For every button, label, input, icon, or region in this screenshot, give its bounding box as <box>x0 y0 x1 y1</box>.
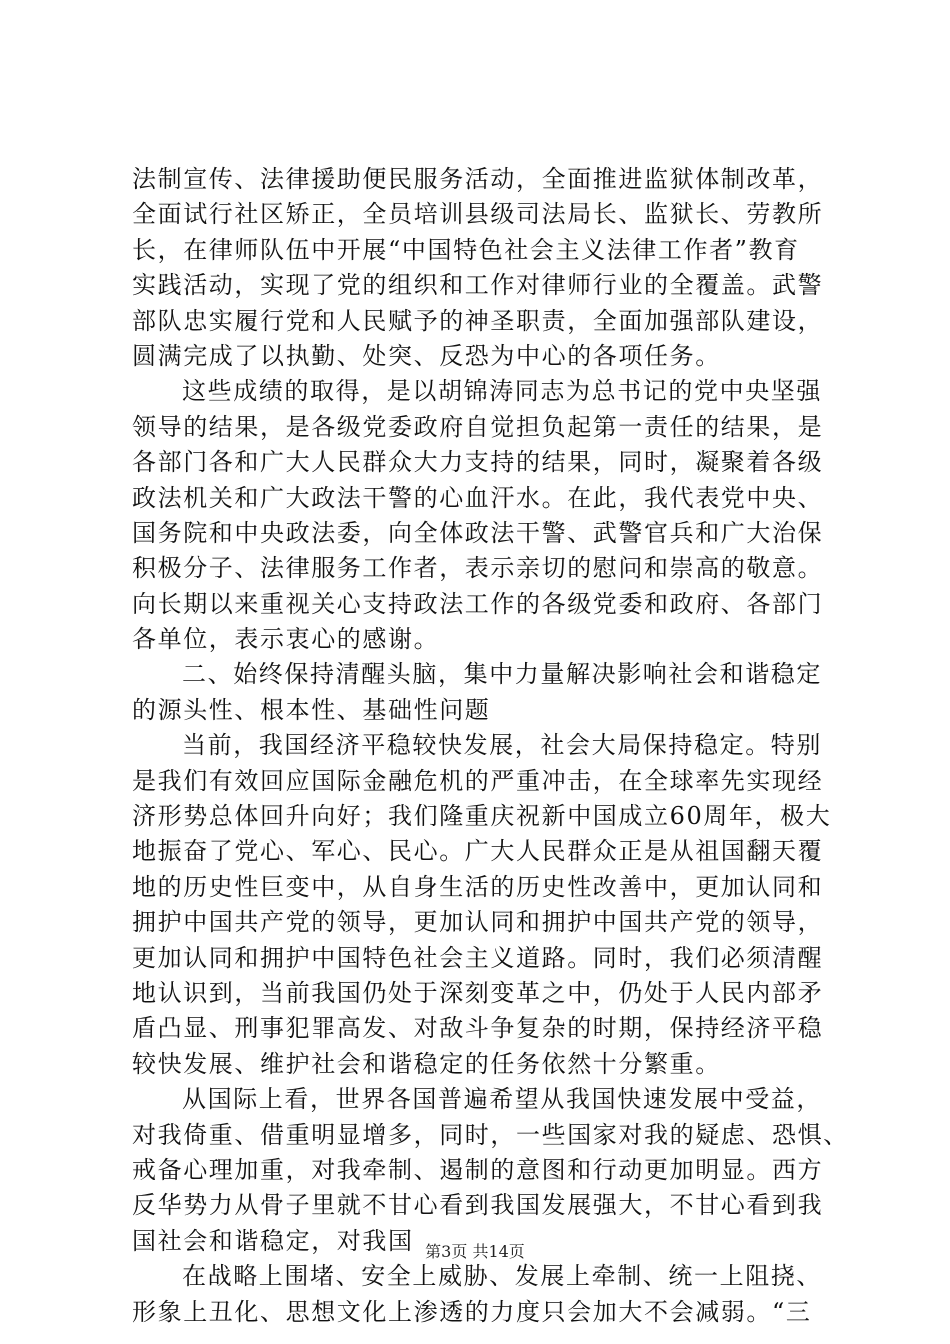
text-line: 形象上丑化、思想文化上渗透的力度只会加大不会减弱。“三 <box>132 1297 812 1326</box>
text-line: 济形势总体回升向好；我们隆重庆祝新中国成立60周年，极大 <box>132 802 832 831</box>
text-line: 盾凸显、刑事犯罪高发、对敌斗争复杂的时期，保持经济平稳 <box>132 1014 824 1043</box>
paragraph-first-line: 在战略上围堵、安全上威胁、发展上牵制、统一上阻挠、 <box>182 1262 822 1291</box>
section-heading-line: 二、始终保持清醒头脑，集中力量解决影响社会和谐稳定 <box>182 660 822 689</box>
text-line: 各部门各和广大人民群众大力支持的结果，同时，凝聚着各级 <box>132 448 824 477</box>
text-line: 国务院和中央政法委，向全体政法干警、武警官兵和广大治保 <box>132 518 824 547</box>
text-line: 长，在律师队伍中开展“中国特色社会主义法律工作者”教育 <box>132 235 800 264</box>
text-line: 各单位，表示衷心的感谢。 <box>132 625 440 654</box>
text-line: 法制宣传、法律援助便民服务活动，全面推进监狱体制改革， <box>132 165 824 193</box>
text-line: 积极分子、法律服务工作者，表示亲切的慰问和崇高的敬意。 <box>132 554 824 583</box>
text-line: 是我们有效回应国际金融危机的严重冲击，在全球率先实现经 <box>132 766 824 795</box>
text-line: 拥护中国共产党的领导，更加认同和拥护中国共产党的领导， <box>132 908 824 937</box>
page-number-footer: 第3页 共14页 <box>425 1242 525 1261</box>
text-line: 更加认同和拥护中国特色社会主义道路。同时，我们必须清醒 <box>132 943 824 972</box>
text-line: 地振奋了党心、军心、民心。广大人民群众正是从祖国翻天覆 <box>132 837 824 866</box>
text-line: 对我倚重、借重明显增多，同时，一些国家对我的疑虑、恐惧、 <box>132 1120 849 1149</box>
text-line: 领导的结果，是各级党委政府自觉担负起第一责任的结果，是 <box>132 412 824 441</box>
section-heading-line: 的源头性、根本性、基础性问题 <box>132 695 491 724</box>
text-line: 全面试行社区矫正，全员培训县级司法局长、监狱长、劳教所 <box>132 200 824 229</box>
text-line: 较快发展、维护社会和谐稳定的任务依然十分繁重。 <box>132 1049 721 1078</box>
text-line: 政法机关和广大政法干警的心血汗水。在此，我代表党中央、 <box>132 483 824 512</box>
paragraph-first-line: 从国际上看，世界各国普遍希望从我国快速发展中受益， <box>182 1085 822 1114</box>
text-line: 地的历史性巨变中，从自身生活的历史性改善中，更加认同和 <box>132 872 824 901</box>
text-line: 戒备心理加重，对我牵制、遏制的意图和行动更加明显。西方 <box>132 1155 824 1184</box>
body-text <box>132 162 849 1330</box>
text-line: 部队忠实履行党和人民赋予的神圣职责，全面加强部队建设， <box>132 306 824 335</box>
text-line: 实践活动，实现了党的组织和工作对律师行业的全覆盖。武警 <box>132 271 824 300</box>
paragraph-first-line: 这些成绩的取得，是以胡锦涛同志为总书记的党中央坚强 <box>182 377 822 406</box>
text-line: 圆满完成了以执勤、处突、反恐为中心的各项任务。 <box>132 341 721 370</box>
text-line: 地认识到，当前我国仍处于深刻变革之中，仍处于人民内部矛 <box>132 978 824 1007</box>
paragraph-first-line: 当前，我国经济平稳较快发展，社会大局保持稳定。特别 <box>182 731 822 760</box>
text-line: 向长期以来重视关心支持政法工作的各级党委和政府、各部门 <box>132 589 824 618</box>
text-line: 国社会和谐稳定，对我国 <box>132 1226 414 1255</box>
text-line: 反华势力从骨子里就不甘心看到我国发展强大，不甘心看到我 <box>132 1191 824 1220</box>
